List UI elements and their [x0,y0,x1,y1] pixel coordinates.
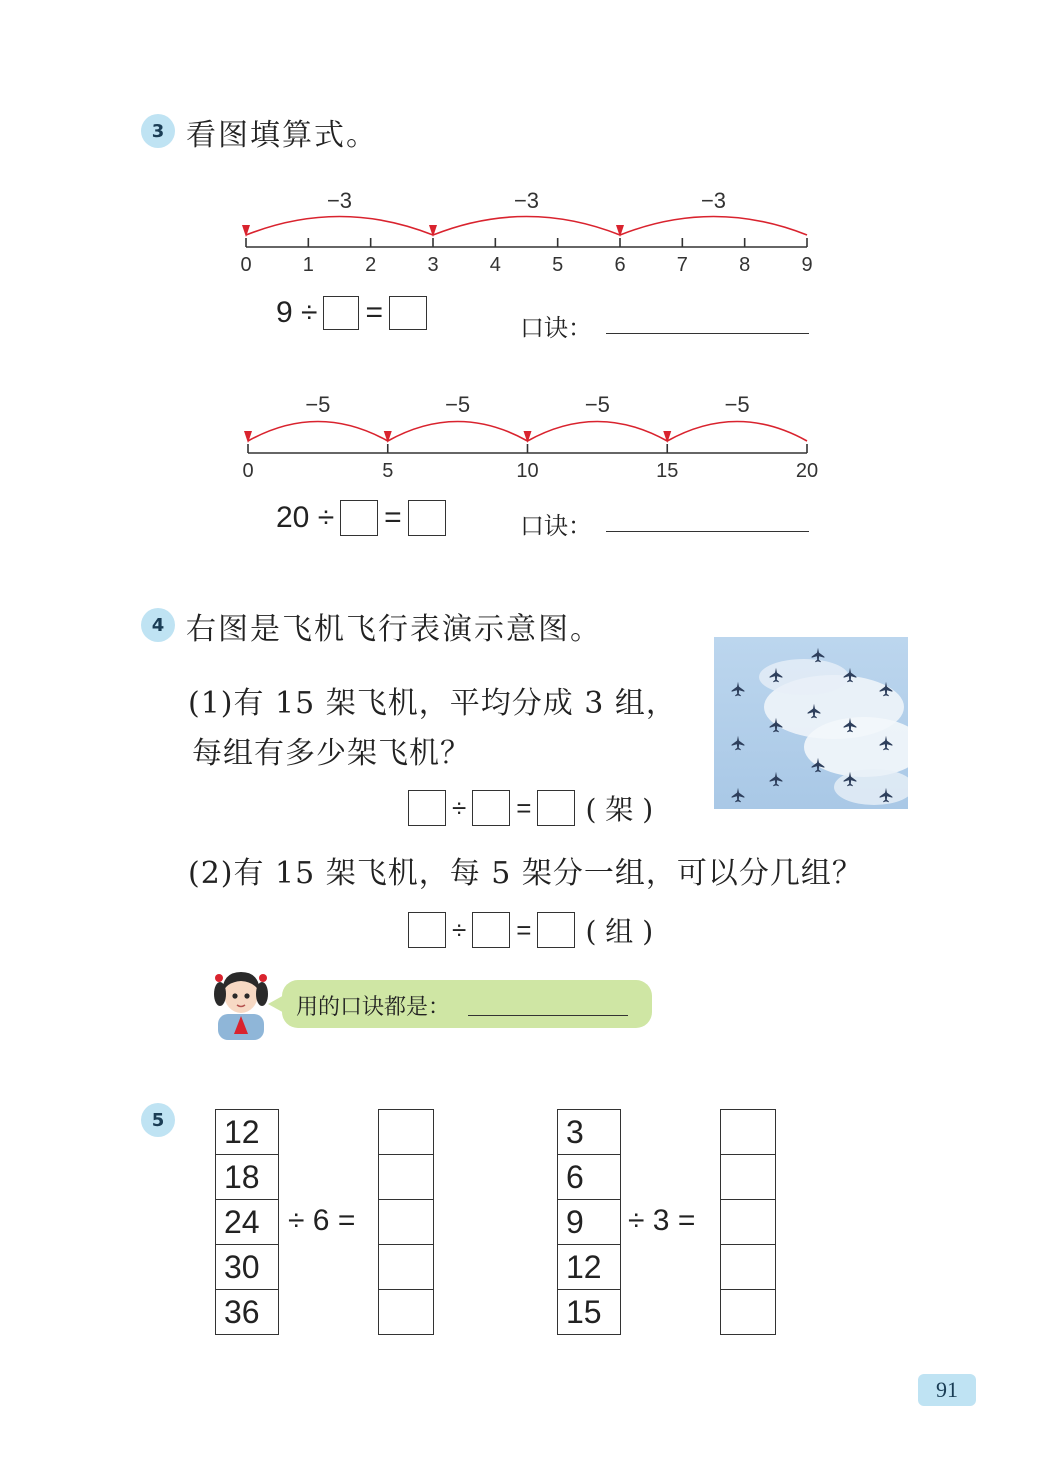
arrow-head [616,225,624,237]
jump-arc [667,422,807,442]
answer-cell[interactable] [721,1290,776,1335]
dividend-cell: 24 [216,1200,279,1245]
koujue-label-3a: 口诀： [520,314,592,342]
arrow-head [244,431,252,443]
question-4-badge: 4 [141,608,175,642]
unit-label: ( 组 ) [585,915,654,948]
number-line-2 [230,372,830,484]
tick-label: 20 [795,460,819,482]
tick-label: 0 [240,254,252,276]
answer-cell[interactable] [721,1200,776,1245]
operator-div6: ÷ 6 = [288,1204,356,1237]
arrow-head [524,431,532,443]
q4-part2-text: (2)有 15 架飞机，每 5 架分一组，可以分几组？ [188,856,863,891]
equation-3a [276,296,427,330]
dividend-cell: 9 [558,1200,621,1245]
answer-cell[interactable] [379,1200,434,1245]
tick-label: 5 [552,254,564,276]
answer-box[interactable] [408,500,446,536]
jump-label: −3 [513,188,540,213]
q4-part1-line2: 每组有多少架飞机？ [192,736,471,771]
tick-label: 3 [427,254,439,276]
dividend-column-left [215,1109,279,1335]
equals-sign: = [516,792,532,823]
arrow-head [429,225,437,237]
dividend-cell: 15 [558,1290,621,1335]
bubble-text: 用的口诀都是： [296,995,451,1020]
equation-4a [408,788,653,828]
answer-box[interactable] [472,912,510,948]
answer-box[interactable] [537,912,575,948]
arrow-head [384,431,392,443]
jump-arc [528,422,668,442]
jump-arc [246,217,433,236]
jump-label: −5 [724,392,750,417]
jump-label: −3 [700,188,727,213]
jump-arc [388,422,528,442]
arrow-head [663,431,671,443]
dividend-cell: 18 [216,1155,279,1200]
answer-box[interactable] [389,296,427,330]
dividend-cell: 36 [216,1290,279,1335]
operator-div3: ÷ 3 = [628,1204,696,1237]
unit-label: ( 架 ) [585,793,654,826]
jump-arc [248,422,388,442]
tick-label: 5 [382,460,394,482]
tick-label: 15 [656,460,679,482]
arrow-head [242,225,250,237]
equation-4b [408,910,653,950]
dividend-column-right [557,1109,621,1335]
jump-label: −5 [584,392,610,417]
answer-cell[interactable] [721,1155,776,1200]
number-line-1 [230,170,830,280]
bubble-tail [268,994,286,1014]
equation-3b [276,500,446,536]
answer-column-right [720,1109,776,1335]
jump-label: −5 [445,392,471,417]
equation-3b-lhs: 20 ÷ [276,501,335,534]
jump-label: −3 [326,188,353,213]
koujue-blank-3b[interactable] [606,531,809,532]
answer-cell[interactable] [379,1110,434,1155]
question-3-badge: 3 [141,114,175,148]
equals-sign: = [384,501,402,534]
jump-arc [620,217,807,236]
answer-column-left [378,1109,434,1335]
answer-box[interactable] [408,912,446,948]
divide-sign: ÷ [452,914,467,945]
answer-cell[interactable] [721,1110,776,1155]
bubble-blank[interactable] [468,1015,628,1016]
dividend-cell: 12 [558,1245,621,1290]
tick-label: 10 [516,460,539,482]
tick-label: 4 [489,254,501,276]
equals-sign: = [365,296,384,329]
question-4-title: 右图是飞机飞行表演示意图。 [186,612,602,647]
tick-label: 6 [614,254,626,276]
answer-box[interactable] [537,790,575,826]
dividend-cell: 30 [216,1245,279,1290]
equation-3a-lhs: 9 ÷ [276,296,318,329]
question-3-title: 看图填算式。 [186,118,378,153]
answer-box[interactable] [323,296,359,330]
divide-sign: ÷ [452,792,467,823]
question-5-badge: 5 [141,1103,175,1137]
answer-cell[interactable] [721,1245,776,1290]
answer-box[interactable] [408,790,446,826]
girl-avatar [210,964,272,1040]
dividend-cell: 6 [558,1155,621,1200]
tick-label: 9 [801,254,813,276]
koujue-label-3b: 口诀： [520,512,592,540]
jump-label: −5 [305,392,331,417]
page-number: 91 [918,1374,976,1406]
tick-label: 7 [676,254,688,276]
tick-label: 0 [242,460,254,482]
jump-arc [433,217,620,236]
answer-cell[interactable] [379,1290,434,1335]
airshow-picture [714,637,908,809]
tick-label: 2 [365,254,377,276]
answer-cell[interactable] [379,1155,434,1200]
koujue-blank-3a[interactable] [606,333,809,334]
tick-label: 1 [302,254,314,276]
equals-sign: = [516,914,532,945]
answer-box[interactable] [340,500,378,536]
tick-label: 8 [739,254,751,276]
answer-box[interactable] [472,790,510,826]
dividend-cell: 3 [558,1110,621,1155]
answer-cell[interactable] [379,1245,434,1290]
dividend-cell: 12 [216,1110,279,1155]
q4-part1-line1: (1)有 15 架飞机，平均分成 3 组， [188,686,677,721]
